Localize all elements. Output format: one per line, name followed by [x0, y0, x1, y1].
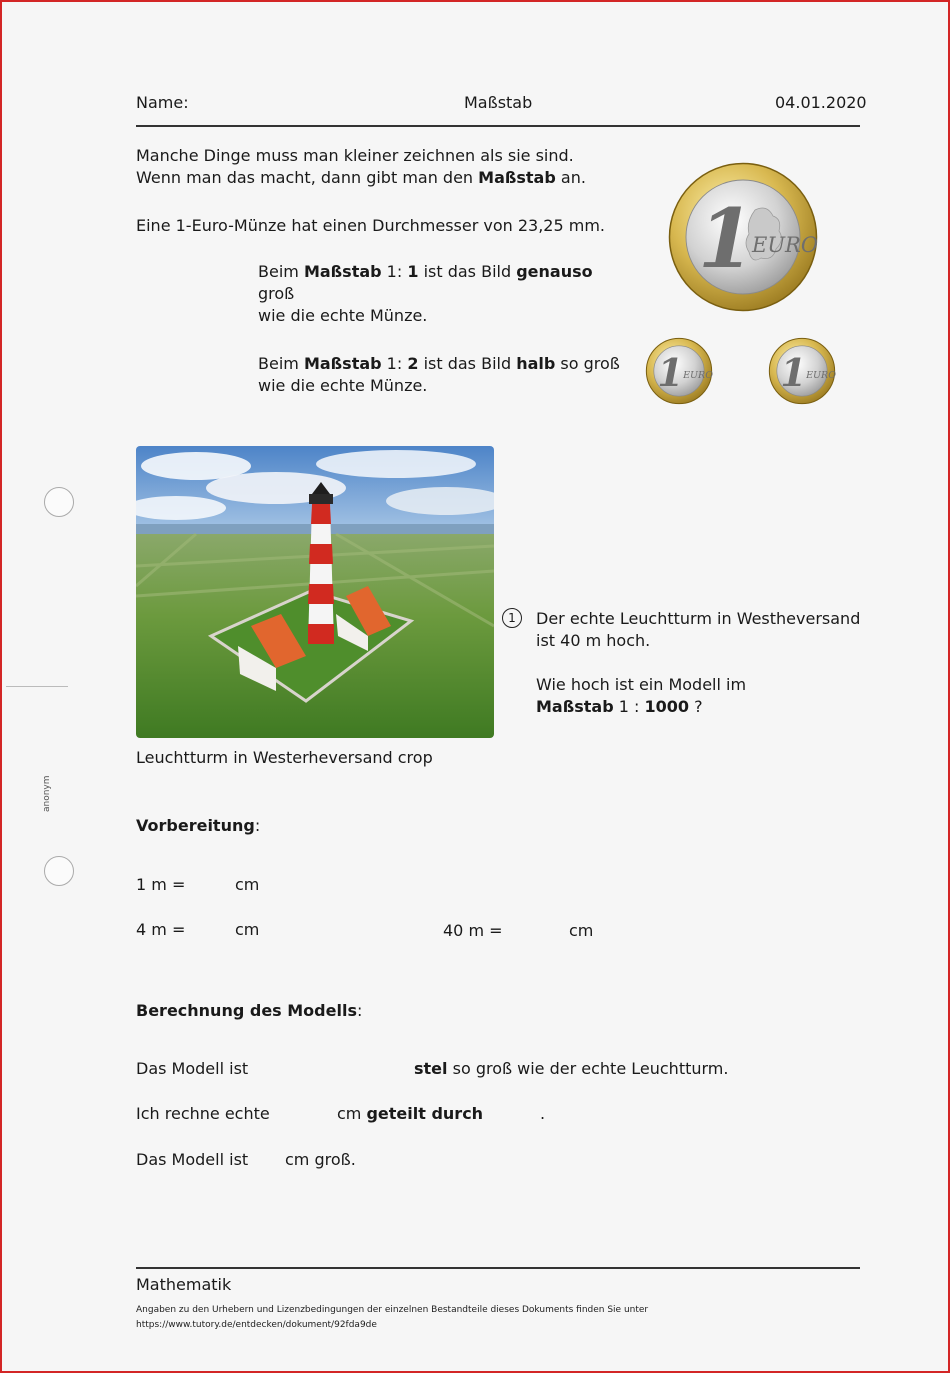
photo-caption: Leuchtturm in Westerheversand crop [136, 748, 433, 767]
fold-mark [6, 686, 68, 687]
prep-row-1-label: 1 m = [136, 875, 186, 894]
side-label: anonym [42, 775, 52, 812]
coin-fact: Eine 1-Euro-Münze hat einen Durchmesser von 23,25 mm. [136, 216, 605, 235]
lighthouse-photo [136, 446, 494, 738]
task-spacer [536, 652, 866, 674]
worksheet-date: 04.01.2020 [775, 93, 867, 112]
coin-large-word: EURO [752, 233, 818, 257]
task-line-1: Der echte Leuchtturm in Westheversand [536, 609, 861, 628]
intro-line-2-end: an. [555, 168, 586, 187]
footer-rule [136, 1267, 860, 1269]
s11-post: groß [258, 284, 295, 303]
prep-row-3-unit: cm [569, 921, 594, 940]
calc-bold-stel: stel [414, 1059, 448, 1078]
intro-line-1: Manche Dinge muss man kleiner zeichnen als sie sind. [136, 146, 574, 165]
worksheet-title: Maßstab [464, 93, 533, 112]
task-question-line-1: Wie hoch ist ein Modell im [536, 675, 747, 694]
s12-mid: 1: [381, 354, 408, 373]
euro-coin-small-right-icon [768, 337, 836, 405]
s12-pre: Beim [258, 354, 304, 373]
prep-heading [136, 815, 260, 837]
calc-heading-colon: : [356, 1001, 363, 1020]
calc-line-2-cm: cm [337, 1104, 367, 1123]
header-rule [136, 125, 860, 127]
scale-1-1-line-1 [258, 261, 628, 305]
lighthouse-image-icon [136, 446, 494, 738]
calc-line-2-start: Ich rechne echte [136, 1104, 270, 1123]
name-label: Name: [136, 93, 189, 112]
task-line-2: ist 40 m hoch. [536, 631, 651, 650]
calc-heading [136, 1000, 362, 1022]
task-question-mark: ? [689, 697, 703, 716]
coin-large-numeral: 1 [698, 192, 755, 287]
calc-line-2-dot: . [540, 1104, 546, 1123]
punch-hole-bottom [44, 856, 74, 886]
calc-bold-geteilt: geteilt durch [366, 1104, 484, 1123]
task-bold-massstab: Maßstab [536, 697, 614, 716]
scale-1-2-line-1 [258, 353, 628, 375]
coin-right-numeral: 1 [780, 349, 807, 395]
calc-line-1-rest: so groß wie der echte Leuchtturm. [447, 1059, 729, 1078]
intro-bold-term: Maßstab [478, 168, 556, 187]
calc-line-1-start: Das Modell ist [136, 1059, 249, 1078]
s12-bold-halb: halb [516, 354, 556, 373]
prep-row-2-label: 4 m = [136, 920, 186, 939]
scale-1-2-text [258, 353, 628, 397]
coin-left-word: EURO [683, 369, 713, 381]
intro-line-2-start: Wenn man das macht, dann gibt man den [136, 168, 479, 187]
footer-license-line-1: Angaben zu den Urhebern und Lizenzbedingungen der einzelnen Bestandteile dieses Dokuments finden Sie unter [136, 1305, 649, 1315]
coin-left-numeral: 1 [657, 349, 684, 395]
calc-line-3-end: cm groß. [285, 1150, 356, 1169]
prep-row-1-unit: cm [235, 875, 260, 894]
calc-line-3-start: Das Modell ist [136, 1150, 249, 1169]
s11-mid: 1: [381, 262, 408, 281]
prep-row-2-unit: cm [235, 920, 260, 939]
intro-text [136, 145, 636, 189]
scale-1-2-line-2: wie die echte Münze. [258, 376, 428, 395]
task-text [536, 608, 866, 718]
prep-row-3-label: 40 m = [443, 921, 503, 940]
task-bold-1000: 1000 [644, 697, 690, 716]
footer-subject: Mathematik [136, 1275, 232, 1294]
s11-bold-massstab: Maßstab [303, 262, 382, 281]
prep-heading-colon: : [254, 816, 261, 835]
s12-bold-ratio: 2 [407, 354, 419, 373]
s11-bold-genauso: genauso [516, 262, 593, 281]
task-ratio-mid: 1 : [613, 697, 645, 716]
calc-heading-text: Berechnung des Modells [136, 1001, 357, 1020]
scale-1-1-line-2: wie die echte Münze. [258, 306, 428, 325]
s11-mid2: ist das Bild [418, 262, 517, 281]
calc-line-2-mid [337, 1103, 483, 1125]
s12-bold-massstab: Maßstab [303, 354, 382, 373]
s11-pre: Beim [258, 262, 304, 281]
task-number-badge: 1 [502, 608, 522, 628]
s12-post: so groß [555, 354, 620, 373]
footer-license-link[interactable]: https://www.tutory.de/entdecken/dokument/92fda9de [136, 1320, 377, 1330]
intro-line-2 [136, 167, 636, 189]
task-question-line-2 [536, 696, 866, 718]
punch-hole-top [44, 487, 74, 517]
euro-coin-large-icon [668, 162, 818, 312]
s12-mid2: ist das Bild [418, 354, 517, 373]
prep-heading-text: Vorbereitung [136, 816, 255, 835]
calc-line-1-end [414, 1058, 728, 1080]
euro-coin-small-left-icon [645, 337, 713, 405]
coin-right-word: EURO [806, 369, 836, 381]
scale-1-1-text [258, 261, 628, 327]
s11-bold-ratio: 1 [407, 262, 419, 281]
